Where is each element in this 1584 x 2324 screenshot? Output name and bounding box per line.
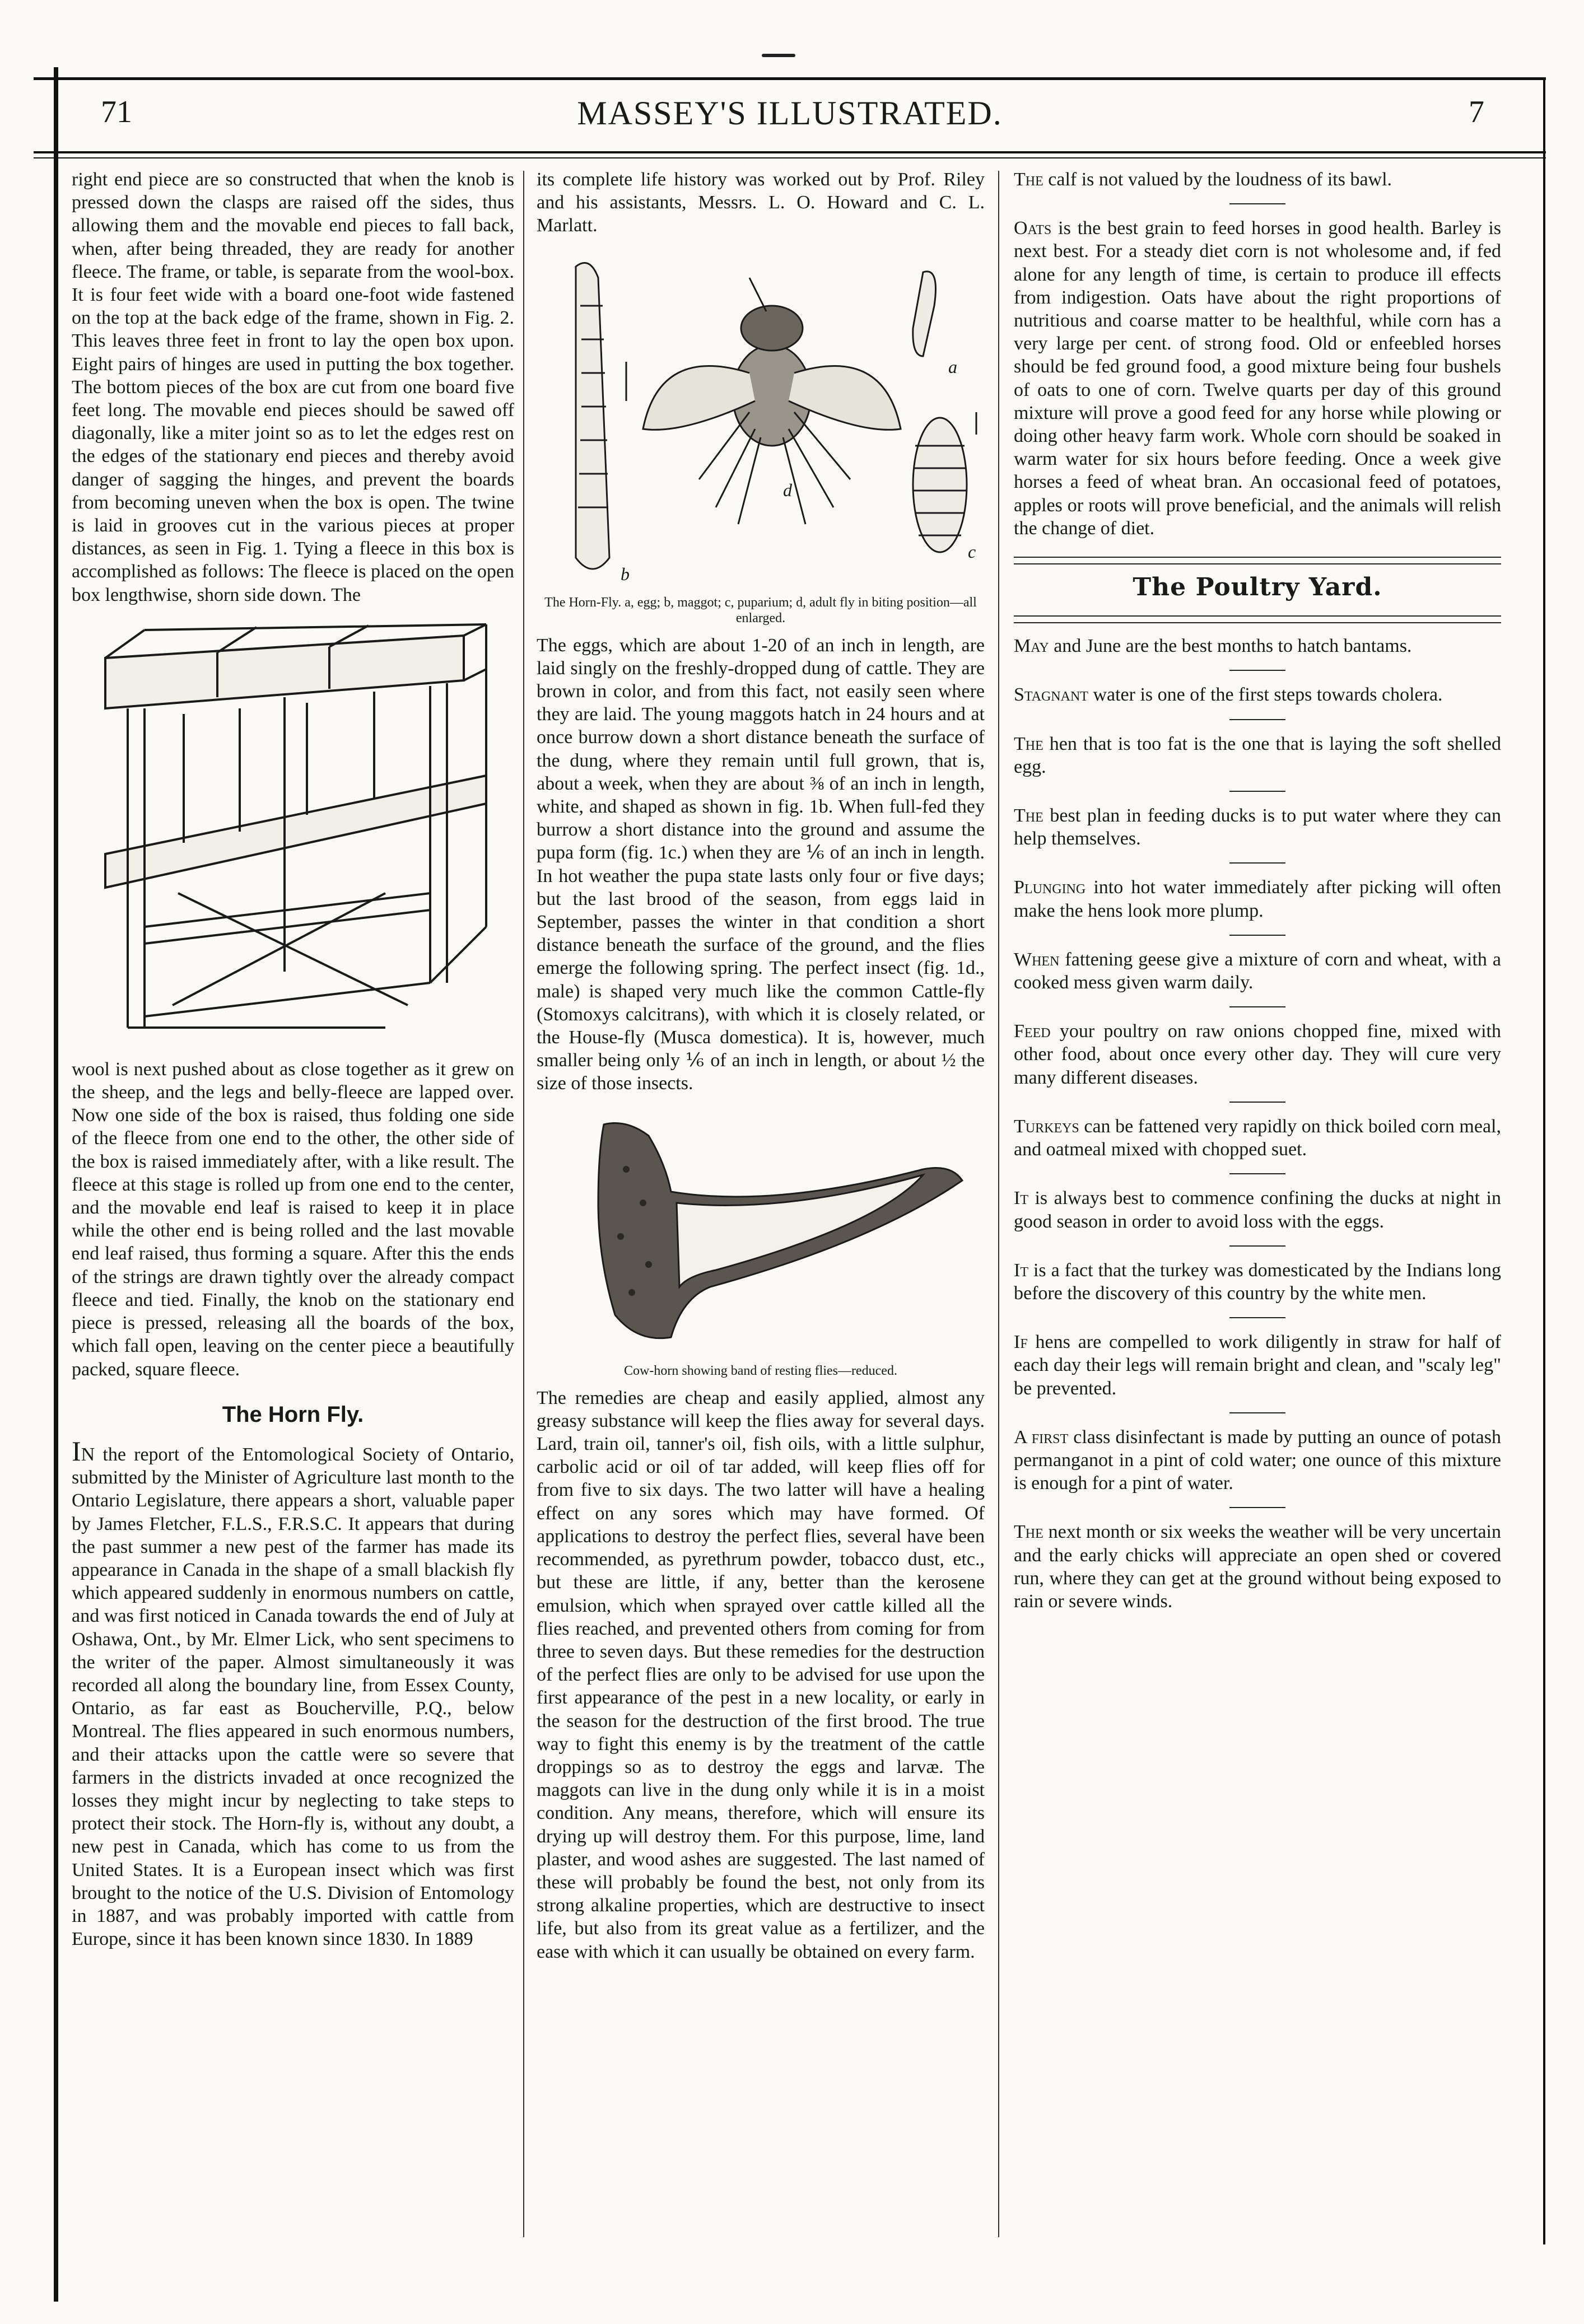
page-right-border: [1543, 77, 1545, 2244]
figure-caption: Cow-horn showing band of resting flies—reduced.: [624, 1363, 897, 1378]
column-1: [72, 168, 514, 1950]
note-text: and June are the best months to hatch bantams.: [1049, 636, 1412, 657]
note-text: hens are compelled to work diligently in straw for half of each day their legs will remain bright and clean, and "scaly leg" be prevented.: [1014, 1332, 1501, 1399]
note-text: is the best grain to feed horses in good health. Barley is next best. For a steady diet corn is not wholesome and, if fed alone for any length of time, is certain to produce ill effects from indigestion. Oats have about the right proportions of nutritious and coarse matter to be healthful, while corn has a very large per cent. of strong food. Old or enfeebled horses should be fed ground food, a good mixture being four bushels of oats to one of corn. Twelve quarts per day of this ground mixture will prove a good feed for any horse while plowing or doing other heavy farm work. Whole corn should be soaked in warm water for six hours before feeding. Once a week give horses a feed of wheat bran. An occasional feed of potatoes, apples or roots will prove beneficial, and the animals will relish the change of diet.: [1014, 218, 1501, 539]
divider-dash: [1229, 719, 1285, 720]
masthead-title: MASSEY'S ILLUSTRATED.: [577, 95, 1003, 132]
column-divider: [523, 171, 524, 2237]
note-text: into hot water immediately after picking will often make the hens look more plump.: [1014, 877, 1501, 921]
note-item: [1014, 1187, 1501, 1233]
header-top-rule: [34, 77, 1546, 80]
note-item: [1014, 1331, 1501, 1400]
note-item: [1014, 804, 1501, 850]
note-lead: It: [1014, 1188, 1028, 1209]
header-bottom-rule: [34, 151, 1546, 153]
column-3: [1014, 168, 1501, 1613]
note-lead: If: [1014, 1332, 1028, 1353]
note-lead: The: [1014, 1522, 1043, 1543]
note-text: is always best to commence confining the ducks at night in good season in order to avoid loss with the eggs.: [1014, 1188, 1501, 1232]
divider-dash: [1229, 203, 1285, 204]
note-lead: Feed: [1014, 1021, 1051, 1042]
column-2: [537, 168, 985, 1963]
note-lead: Turkeys: [1014, 1116, 1079, 1137]
article-paragraph: The eggs, which are about 1-20 of an inch in length, are laid singly on the freshly-dropped dung of cattle. They are brown in color, and from this fact, not easily seen where they are laid. The young maggots hatch in 24 hours and at once burrow down a short distance beneath the surface of the dung, where they remain until full grown, that is, about a week, when they are about ⅜ of an inch in length, white, and shaped as shown in fig. 1b. When full-fed they burrow a short distance into the ground and assume the pupa form (fig. 1c.) when they are ⅙ of an inch in length. In hot weather the pupa state lasts only four or five days; but the last brood of the season, from eggs laid in September, passes the winter in that condition a short distance beneath the surface of the ground, and the flies emerge the following spring. The perfect insect (fig. 1d., male) is shaped very much like the common Cattle-fly (Stomoxys calcitrans), with which it is closely related, or the House-fly (Musca domestica). It is, however, much smaller being only ⅙ of an inch in length, or about ½ the size of those insects.: [537, 634, 985, 1094]
page-number-left: 71: [101, 95, 132, 129]
page-number-right: 7: [1469, 95, 1484, 129]
wool-box-figure: [72, 613, 514, 1050]
horn-fly-figure: [537, 244, 985, 626]
note-text: best plan in feeding ducks is to put water where they can help themselves.: [1014, 805, 1501, 850]
note-item: [1014, 1426, 1501, 1495]
note-lead: The: [1014, 733, 1043, 754]
article-paragraph: The remedies are cheap and easily applied, almost any greasy substance will keep the flies away for several days. Lard, train oil, tanner's oil, fish oils, with a little sulphur, carbolic acid or oil of tar added, will keep flies off for from five to six days. The two latter will have a healing effect on any sores which may have formed. Of applications to destroy the perfect flies, several have been recommended, as pyrethrum powder, tobacco dust, etc., but these are little, if any, better than the kerosene emulsion, which when sprayed over cattle killed all the flies reached, and prevented others from coming for from three to seven days. But these remedies for the destruction of the perfect flies are only to be advised for use upon the first appearance of the pest in a new locality, or early in the season for the destruction of the first brood. The true way to fight this enemy is by the treatment of the cattle droppings so as to destroy the eggs and larvæ. The maggots can live in the dung only while it is in a moist condition. Any means, therefore, which will ensure its drying up will destroy them. For this purpose, lime, land plaster, and wood ashes are suggested. The last named of these will probably be found the best, not only from its strong alkaline properties, which are destructive to insect life, but also from its great value as a fertilizer, and the ease with which it can usually be obtained on every farm.: [537, 1387, 985, 1962]
section-rule: [1014, 557, 1501, 564]
divider-dash: [1229, 1412, 1285, 1413]
horn-fly-illustration: [537, 244, 985, 591]
note-text: is a fact that the turkey was domesticated by the Indians long before the discovery of this country by the white men.: [1014, 1259, 1501, 1304]
cow-horn-illustration: [537, 1102, 985, 1360]
divider-dash: [1229, 1317, 1285, 1318]
section-title-poultry-yard: The Poultry Yard.: [1133, 573, 1382, 602]
note-item: [1014, 1520, 1501, 1613]
section-rule: [1014, 615, 1501, 623]
note-item: [1014, 683, 1501, 706]
note-item: [1014, 876, 1501, 922]
note-text: can be fattened very rapidly on thick boiled corn meal, and oatmeal mixed with chopped suet.: [1014, 1116, 1501, 1160]
note-lead: The: [1014, 169, 1043, 190]
note-item: [1014, 217, 1501, 540]
note-item: [1014, 168, 1501, 191]
note-item: [1014, 948, 1501, 994]
divider-dash: [1229, 1173, 1285, 1174]
fig-label-b: b: [621, 563, 630, 584]
note-lead: Oats: [1014, 218, 1052, 239]
figure-caption: The Horn-Fly. a, egg; b, maggot; c, puparium; d, adult fly in biting position—all enlarged.: [544, 595, 977, 626]
note-item: [1014, 1259, 1501, 1305]
note-lead: May: [1014, 636, 1049, 657]
article-paragraph: its complete life history was worked out by Prof. Riley and his assistants, Messrs. L. O. Howard and C. L. Marlatt.: [537, 169, 985, 236]
divider-dash: [1229, 791, 1285, 792]
section-title-horn-fly: The Horn Fly.: [222, 1402, 364, 1427]
note-text: next month or six weeks the weather will be very uncertain and the early chicks will appreciate an open shed or covered run, where they can get at the ground without being exposed to rain or severe winds.: [1014, 1522, 1501, 1612]
note-lead: Plunging: [1014, 877, 1086, 898]
divider-dash: [1229, 862, 1285, 864]
divider-dash: [1229, 1006, 1285, 1007]
cow-horn-figure: [537, 1102, 985, 1379]
divider-dash: [1229, 1507, 1285, 1508]
fig-label-d: d: [783, 479, 792, 500]
divider-dash: [1229, 670, 1285, 671]
note-lead: A first: [1014, 1426, 1069, 1448]
fig-label-c: c: [968, 541, 976, 562]
note-text: water is one of the first steps towards cholera.: [1088, 684, 1443, 706]
top-ornament: [762, 54, 795, 57]
divider-dash: [1229, 1102, 1285, 1103]
fig-label-a: a: [948, 356, 957, 377]
page-binding-edge: [0, 0, 62, 2324]
binding-rule: [54, 67, 58, 2302]
divider-dash: [1229, 935, 1285, 936]
column-divider: [998, 171, 999, 2237]
note-lead: When: [1014, 949, 1060, 970]
article-paragraph: [72, 1435, 514, 1950]
note-text: hen that is too fat is the one that is laying the soft shelled egg.: [1014, 733, 1501, 777]
header-bottom-rule-thin: [34, 157, 1546, 158]
note-text: calf is not valued by the loudness of its bawl.: [1043, 169, 1392, 190]
article-paragraph-text: N the report of the Entomological Society of Ontario, submitted by the Minister of Agriculture last month to the Ontario Legislature, there appears a short, valuable paper by James Fletcher, F.L.S., F.R.S.C. It appears that during the past summer a new pest of the farmer has made its appearance in Canada in the shape of a small blackish fly which appeared suddenly in enormous numbers on cattle, and was first noticed in Canada towards the end of July at Oshawa, Ont., by Mr. Elmer Lick, who sent specimens to the writer of the paper. Almost simultaneously it was recorded all along the boundary line, from Essex County, Ontario, as far east as Boucherville, P.Q., below Montreal. The flies appeared in such enormous numbers, and their attacks upon the cattle were so severe that farmers in the districts invaded at once recognized the losses they might incur by neglecting to take steps to protect their stock. The Horn-fly is, without any doubt, a new pest in Canada, which has come to us from the United States. It is a European insect which was first brought to the notice of the U.S. Division of Entomology in 1887, and was probably imported with cattle from Europe, since it has been known since 1830. In 1889: [72, 1444, 514, 1950]
note-item: [1014, 1115, 1501, 1161]
note-lead: The: [1014, 805, 1043, 827]
note-item: [1014, 732, 1501, 778]
article-paragraph: right end piece are so constructed that when the knob is pressed down the clasps are raised off the sides, thus allowing them and the movable end pieces to fall back, when, after being threaded, they are ready for another fleece. The frame, or table, is separate from the wool-box. It is four feet wide with a board one-foot wide fastened on the top at the back edge of the frame, shown in Fig. 2. This leaves three feet in front to lay the open box upon. Eight pairs of hinges are used in putting the box together. The bottom pieces of the box are cut from one board five feet long. The movable end pieces should be sawed off diagonally, like a miter joint so as to let the edges rest on the edges of the stationary end pieces and thereby avoid danger of sagging the hinges, and prevent the boards from becoming uneven when the box is open. The twine is laid in grooves cut in the various pieces at proper distances, as seen in Fig. 1. Tying a fleece in this box is accomplished as follows: The fleece is placed on the open box lengthwise, shorn side down. The: [72, 169, 514, 605]
note-lead: It: [1014, 1259, 1028, 1281]
divider-dash: [1229, 1245, 1285, 1247]
article-paragraph: wool is next pushed about as close together as it grew on the sheep, and the legs and belly-fleece are lapped over. Now one side of the box is raised, thus folding one side of the fleece from one end to the other, the other side of the box is raised immediately after, with a like result. The fleece at this stage is rolled up from one end to the center, and the movable end leaf is raised to keep it in place while the other end is being rolled and the last movable end leaf raised, thus forming a square. After this the ends of the strings are drawn tightly over the already compact fleece and tied. Finally, the knob on the stationary end piece is pressed, releasing all the boards of the box, which fall open, leaving on the center piece a beautifully packed, square fleece.: [72, 1058, 514, 1380]
wool-box-illustration: [72, 613, 514, 1050]
drop-cap: I: [72, 1435, 81, 1467]
page-header: [34, 94, 1546, 144]
note-item: [1014, 1020, 1501, 1089]
note-text: your poultry on raw onions chopped fine, mixed with other food, about once every other day. They will cure very many different diseases.: [1014, 1021, 1501, 1088]
note-text: fattening geese give a mixture of corn and wheat, with a cooked mess given warm daily.: [1014, 949, 1501, 993]
note-text: class disinfectant is made by putting an ounce of potash permanganot in a pint of cold water; one ounce of this mixture is enough for a pint of water.: [1014, 1426, 1501, 1494]
note-item: [1014, 634, 1501, 657]
note-lead: Stagnant: [1014, 684, 1088, 706]
